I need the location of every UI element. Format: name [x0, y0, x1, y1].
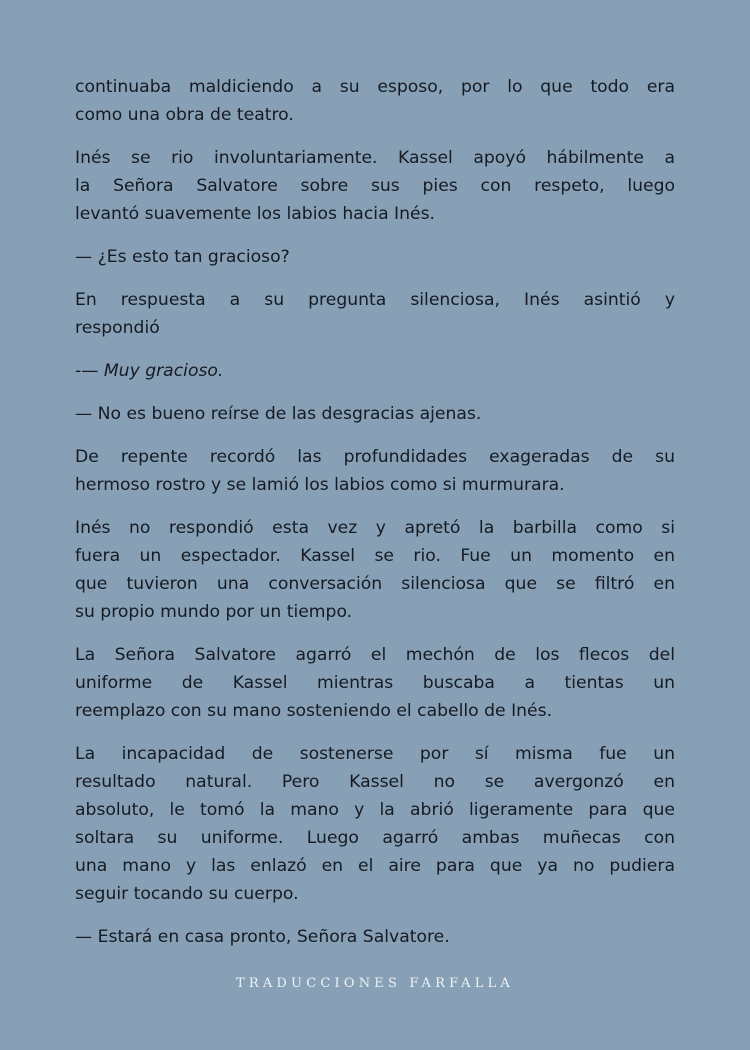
text-line: seguir tocando su cuerpo. [75, 884, 299, 904]
text-line: su propio mundo por un tiempo. [75, 602, 353, 622]
paragraph [75, 641, 675, 725]
paragraph [75, 357, 675, 385]
document-body [75, 73, 675, 966]
text-line: resultado natural. Pero Kassel no se avergonzó en [75, 772, 675, 792]
text-line: continuaba maldiciendo a su esposo, por lo que todo era [75, 77, 675, 97]
text-line: uniforme de Kassel mientras buscaba a tientas un [75, 673, 675, 693]
text-line: Inés no respondió esta vez y apretó la barbilla como si [75, 518, 675, 538]
text-line: — Estará en casa pronto, Señora Salvatore. [75, 927, 450, 947]
text-line: En respuesta a su pregunta silenciosa, Inés asintió y [75, 290, 675, 310]
text-line: — ¿Es esto tan gracioso? [75, 247, 290, 267]
paragraph [75, 923, 675, 951]
footer-watermark: TRADUCCIONES FARFALLA [235, 976, 514, 991]
text-line: La incapacidad de sostenerse por sí misma fue un [75, 744, 675, 764]
text-line: Inés se rio involuntariamente. Kassel apoyó hábilmente a [75, 148, 675, 168]
text-line: absoluto, le tomó la mano y la abrió ligeramente para que [75, 800, 675, 820]
text-line: La Señora Salvatore agarró el mechón de los flecos del [75, 645, 675, 665]
paragraph [75, 740, 675, 908]
text-line: — No es bueno reírse de las desgracias ajenas. [75, 404, 482, 424]
text-line: una mano y las enlazó en el aire para que ya no pudiera [75, 856, 675, 876]
text-line: fuera un espectador. Kassel se rio. Fue un momento en [75, 546, 675, 566]
text-line: la Señora Salvatore sobre sus pies con respeto, luego [75, 176, 675, 196]
text-line: reemplazo con su mano sosteniendo el cabello de Inés. [75, 701, 553, 721]
text-line: que tuvieron una conversación silenciosa que se filtró en [75, 574, 675, 594]
paragraph [75, 243, 675, 271]
text-line: De repente recordó las profundidades exageradas de su [75, 447, 675, 467]
paragraph [75, 286, 675, 342]
text-line: -— Muy gracioso. [75, 361, 224, 381]
paragraph [75, 144, 675, 228]
text-line: respondió [75, 318, 160, 338]
text-line: levantó suavemente los labios hacia Inés. [75, 204, 436, 224]
paragraph [75, 514, 675, 626]
paragraph [75, 400, 675, 428]
text-line: hermoso rostro y se lamió los labios como si murmurara. [75, 475, 565, 495]
text-line: soltara su uniforme. Luego agarró ambas muñecas con [75, 828, 675, 848]
paragraph [75, 73, 675, 129]
text-line: como una obra de teatro. [75, 105, 294, 125]
paragraph [75, 443, 675, 499]
